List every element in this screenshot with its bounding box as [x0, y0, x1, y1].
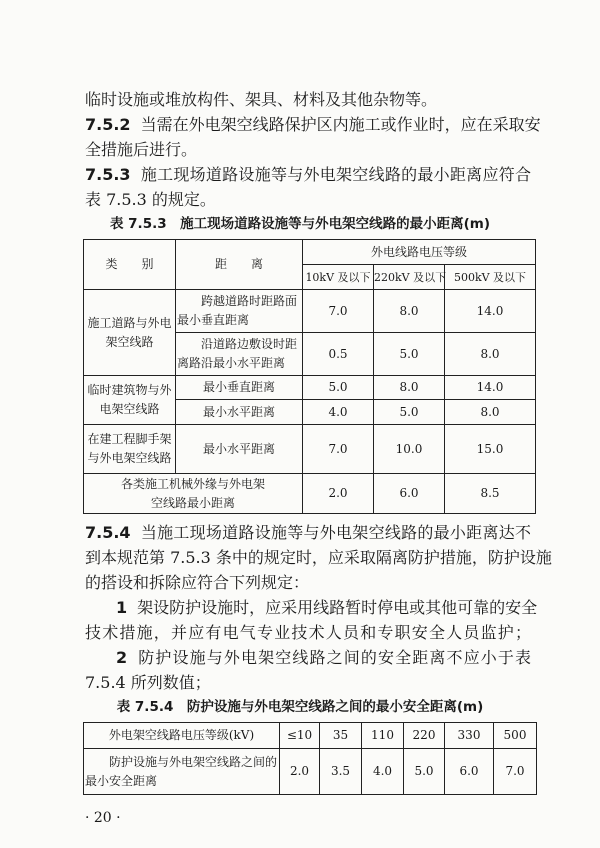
cell-distance: 最小水平距离 [176, 425, 303, 474]
voltage-value: 220 [404, 723, 445, 749]
cell-value: 10.0 [374, 425, 445, 474]
voltage-label: 外电架空线路电压等级(kV) [84, 723, 280, 749]
page-number: · 20 · [85, 810, 121, 826]
cell-value: 7.0 [303, 290, 374, 333]
cell-value: 5.0 [374, 333, 445, 376]
cell-value: 8.0 [445, 333, 536, 376]
cell-value: 14.0 [445, 376, 536, 400]
item-text: 防护设施与外电架空线路之间的安全距离不应小于表 [137, 648, 531, 667]
table-7-5-4 [83, 722, 537, 795]
item-number: 2 [116, 648, 128, 667]
table-7-5-3-title: 表 7.5.3 施工现场道路设施等与外电架空线路的最小距离(m) [109, 216, 491, 232]
cell-distance: 跨越道路时距路面最小垂直距离 [176, 290, 303, 333]
header-220kv: 220kV 及以下 [374, 265, 445, 290]
clause-number: 7.5.3 [85, 165, 131, 184]
cell-value: 5.0 [303, 376, 374, 400]
voltage-value: 110 [362, 723, 404, 749]
clause-text: 当施工现场道路设施等与外电架空线路的最小距离达不 [140, 523, 531, 542]
cell-category: 临时建筑物与外电架空线路 [84, 376, 176, 425]
distance-value: 5.0 [404, 749, 445, 795]
table-row [84, 376, 536, 400]
table-row [84, 290, 536, 333]
cell-value: 15.0 [445, 425, 536, 474]
cell-value: 8.5 [445, 474, 536, 514]
distance-value: 6.0 [445, 749, 494, 795]
text-line: 临时设施或堆放构件、架具、材料及其他杂物等。 [85, 90, 438, 109]
text-line: 表 7.5.3 的规定。 [85, 190, 216, 209]
table-row [84, 425, 536, 474]
text-line: 全措施后进行。 [85, 140, 198, 159]
header-voltage: 外电线路电压等级 [303, 240, 536, 265]
voltage-value: 330 [445, 723, 494, 749]
clause-number: 7.5.4 [85, 523, 131, 542]
item-number: 1 [116, 598, 128, 617]
distance-label: 防护设施与外电架空线路之间的最小安全距离 [84, 749, 280, 795]
cell-value: 6.0 [374, 474, 445, 514]
table-7-5-4-title: 表 7.5.4 防护设施与外电架空线路之间的最小安全距离(m) [116, 699, 484, 715]
clause-7-5-3 [85, 164, 531, 186]
cell-value: 7.0 [303, 425, 374, 474]
cell-value: 8.0 [374, 376, 445, 400]
cell-value: 4.0 [303, 400, 374, 425]
table-row [84, 749, 537, 795]
cell-value: 2.0 [303, 474, 374, 514]
cell-value: 8.0 [445, 400, 536, 425]
cell-value: 8.0 [374, 290, 445, 333]
text-line: 7.5.4 所列数值； [85, 673, 211, 692]
distance-value: 7.0 [494, 749, 537, 795]
item-text: 架设防护设施时，应采用线路暂时停电或其他可靠的安全 [137, 598, 538, 617]
text-line: 技术措施，并应有电气专业技术人员和专职安全人员监护； [85, 623, 531, 642]
text-line: 到本规范第 7.5.3 条中的规定时，应采取隔离防护措施，防护设施 [85, 548, 552, 567]
cell-category: 各类施工机械外缘与外电架空线路最小距离 [84, 474, 303, 514]
clause-text: 当需在外电架空线路保护区内施工或作业时，应在采取安 [140, 115, 541, 134]
cell-distance: 沿道路边敷设时距离路沿最小水平距离 [176, 333, 303, 376]
cell-distance: 最小垂直距离 [176, 376, 303, 400]
cell-distance: 最小水平距离 [176, 400, 303, 425]
clause-number: 7.5.2 [85, 115, 131, 134]
cell-value: 14.0 [445, 290, 536, 333]
cell-value: 5.0 [374, 400, 445, 425]
voltage-value: 35 [320, 723, 362, 749]
voltage-value: ≤10 [280, 723, 320, 749]
distance-value: 2.0 [280, 749, 320, 795]
clause-7-5-2 [85, 114, 541, 136]
header-10kv: 10kV 及以下 [303, 265, 374, 290]
clause-text: 施工现场道路设施等与外电架空线路的最小距离应符合 [140, 165, 531, 184]
cell-category: 施工道路与外电架空线路 [84, 290, 176, 376]
table-row [84, 723, 537, 749]
distance-value: 3.5 [320, 749, 362, 795]
item-1 [85, 597, 538, 619]
cell-category: 在建工程脚手架与外电架空线路 [84, 425, 176, 474]
table-row [84, 474, 536, 514]
text-line: 的搭设和拆除应符合下列规定： [85, 573, 310, 592]
distance-value: 4.0 [362, 749, 404, 795]
table-7-5-3 [83, 239, 536, 514]
voltage-value: 500 [494, 723, 537, 749]
cell-value: 0.5 [303, 333, 374, 376]
item-2 [85, 647, 531, 669]
clause-7-5-4 [85, 522, 531, 544]
header-500kv: 500kV 及以下 [445, 265, 536, 290]
header-distance: 距 离 [176, 240, 303, 290]
header-category: 类 别 [84, 240, 176, 290]
